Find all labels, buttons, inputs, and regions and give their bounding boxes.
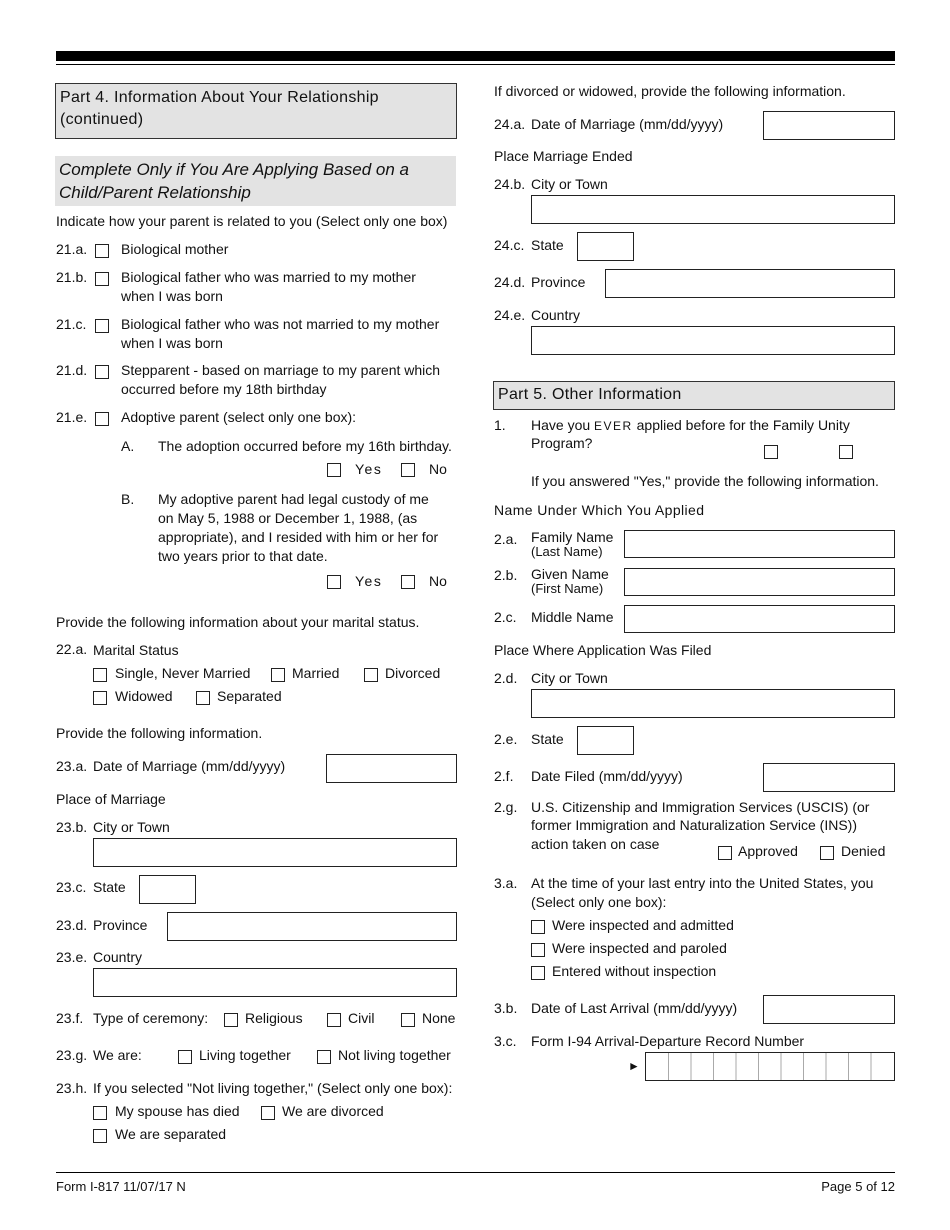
place-filed-heading: Place Where Application Was Filed: [494, 642, 712, 658]
inspected-paroled-label: Were inspected and paroled: [552, 940, 727, 956]
q21b-checkbox[interactable]: [95, 272, 109, 286]
q23g-label: We are:: [93, 1047, 142, 1063]
adopt-b-no-label: No: [429, 573, 447, 589]
q24c-number: 24.c.: [494, 237, 525, 253]
footer-rule: [56, 1172, 895, 1173]
adopt-a-yes-checkbox[interactable]: [327, 463, 341, 477]
adopt-a-text: The adoption occurred before my 16th birthday.: [158, 438, 452, 454]
inspected-paroled-checkbox[interactable]: [531, 943, 545, 957]
q24e-label: Country: [531, 307, 581, 323]
q24b-city-field[interactable]: [531, 195, 895, 224]
adopt-b-line2: on May 5, 1988 or December 1, 1988, (as: [158, 510, 418, 526]
q1-followup: If you answered "Yes," provide the following information.: [531, 473, 879, 489]
we-divorced-label: We are divorced: [282, 1103, 384, 1119]
q2g-line1: U.S. Citizenship and Immigration Services (USCIS) (or: [531, 799, 870, 815]
q22a-label: Marital Status: [93, 642, 179, 658]
q23c-label: State: [93, 879, 126, 895]
part4-continued: (continued): [60, 111, 144, 128]
adopt-a-no-checkbox[interactable]: [401, 463, 415, 477]
ceremony-none-label: None: [422, 1010, 456, 1026]
q2f-number: 2.f.: [494, 768, 514, 784]
ceremony-religious-label: Religious: [245, 1010, 303, 1026]
q3a-number: 3.a.: [494, 875, 518, 891]
q23a-label: Date of Marriage (mm/dd/yyyy): [93, 758, 286, 774]
q23f-label: Type of ceremony:: [93, 1010, 209, 1026]
i94-arrow-icon: ►: [628, 1059, 640, 1073]
q24e-country-field[interactable]: [531, 326, 895, 355]
q24c-label: State: [531, 237, 564, 253]
q24d-number: 24.d.: [494, 274, 526, 290]
adopt-b-line3: appropriate), and I resided with him or her for: [158, 529, 439, 545]
q24d-province-field[interactable]: [605, 269, 895, 298]
q1-number: 1.: [494, 417, 506, 433]
q2e-label: State: [531, 731, 564, 747]
q22a-number: 22.a.: [56, 641, 88, 657]
q23h-number: 23.h.: [56, 1080, 88, 1096]
part5-title: Part 5. Other Information: [498, 386, 682, 403]
adopt-b-line4: two years prior to that date.: [158, 548, 328, 564]
adopt-a-no-label: No: [429, 461, 447, 477]
marital-single-label: Single, Never Married: [115, 665, 251, 681]
q21d-label-line2: occurred before my 18th birthday: [121, 381, 327, 397]
q24d-label: Province: [531, 274, 586, 290]
q2b-label-line2: (First Name): [531, 581, 604, 596]
marital-separated-label: Separated: [217, 688, 282, 704]
q24b-number: 24.b.: [494, 176, 526, 192]
q23d-province-field[interactable]: [167, 912, 457, 941]
q2a-label-line2: (Last Name): [531, 544, 603, 559]
subheader-line1: Complete Only if You Are Applying Based on a: [59, 160, 409, 179]
q21b-label-line1: Biological father who was married to my mother: [121, 269, 416, 285]
footer-page-number: Page 5 of 12: [821, 1179, 895, 1194]
child-parent-subheader: [55, 156, 456, 206]
q21c-number: 21.c.: [56, 316, 87, 332]
q24a-label: Date of Marriage (mm/dd/yyyy): [531, 116, 724, 132]
q24a-number: 24.a.: [494, 116, 526, 132]
q3a-line2: (Select only one box):: [531, 894, 667, 910]
q21c-label-line2: when I was born: [121, 335, 223, 351]
q2e-number: 2.e.: [494, 731, 518, 747]
q3b-number: 3.b.: [494, 1000, 518, 1016]
q2b-label-line1: Given Name: [531, 566, 609, 582]
q3c-label: Form I-94 Arrival-Departure Record Number: [531, 1033, 805, 1049]
inspected-admitted-checkbox[interactable]: [531, 920, 545, 934]
i94-digit-dividers: [646, 1053, 894, 1080]
spouse-died-checkbox[interactable]: [93, 1106, 107, 1120]
q1-ever: EVER: [594, 419, 633, 433]
q21a-number: 21.a.: [56, 241, 88, 257]
q23b-label: City or Town: [93, 819, 170, 835]
footer-form-id: Form I-817 11/07/17 N: [56, 1179, 186, 1194]
not-living-together-checkbox[interactable]: [317, 1050, 331, 1064]
q2a-number: 2.a.: [494, 531, 518, 547]
q1-line1: [531, 416, 850, 435]
q2g-approved-checkbox[interactable]: [718, 846, 732, 860]
q21d-checkbox[interactable]: [95, 365, 109, 379]
adopt-b-letter: B.: [121, 491, 135, 507]
q3b-label: Date of Last Arrival (mm/dd/yyyy): [531, 1000, 738, 1016]
not-living-together-label: Not living together: [338, 1047, 451, 1063]
q21c-label-line1: Biological father who was not married to my mother: [121, 316, 440, 332]
subheader-line2: Child/Parent Relationship: [59, 183, 251, 202]
provide-info-text: Provide the following information.: [56, 725, 263, 741]
indicate-text: Indicate how your parent is related to you (Select only one box): [56, 213, 448, 229]
q21e-number: 21.e.: [56, 409, 88, 425]
q24b-label: City or Town: [531, 176, 608, 192]
q2c-middle-name-field[interactable]: [624, 605, 895, 633]
q2g-number: 2.g.: [494, 799, 518, 815]
ceremony-civil-label: Civil: [348, 1010, 375, 1026]
marital-divorced-checkbox[interactable]: [364, 668, 378, 682]
q3a-line1: At the time of your last entry into the United States, you: [531, 875, 874, 891]
q23d-number: 23.d.: [56, 917, 88, 933]
q2g-approved-label: Approved: [738, 843, 798, 859]
i94-record-number-field[interactable]: [645, 1052, 895, 1081]
q2b-number: 2.b.: [494, 567, 518, 583]
spouse-died-label: My spouse has died: [115, 1103, 240, 1119]
adopt-b-line1: My adoptive parent had legal custody of me: [158, 491, 429, 507]
q3c-number: 3.c.: [494, 1033, 517, 1049]
marital-widowed-checkbox[interactable]: [93, 691, 107, 705]
marital-intro: Provide the following information about your marital status.: [56, 614, 420, 630]
q2g-denied-label: Denied: [841, 843, 886, 859]
q1-no-checkbox[interactable]: [839, 445, 853, 459]
ceremony-none-checkbox[interactable]: [401, 1013, 415, 1027]
marital-married-label: Married: [292, 665, 340, 681]
q24e-number: 24.e.: [494, 307, 526, 323]
q23e-country-field[interactable]: [93, 968, 457, 997]
q23f-number: 23.f.: [56, 1010, 84, 1026]
q2d-label: City or Town: [531, 670, 608, 686]
inspected-admitted-label: Were inspected and admitted: [552, 917, 734, 933]
name-under-heading: Name Under Which You Applied: [494, 502, 705, 518]
we-separated-label: We are separated: [115, 1126, 227, 1142]
adopt-b-yes-checkbox[interactable]: [327, 575, 341, 589]
place-marriage-ended: Place Marriage Ended: [494, 148, 633, 164]
without-inspection-checkbox[interactable]: [531, 966, 545, 980]
q1-yes-checkbox[interactable]: [764, 445, 778, 459]
q2c-number: 2.c.: [494, 609, 517, 625]
part4-header: [55, 83, 457, 139]
q21c-checkbox[interactable]: [95, 319, 109, 333]
q2g-line2: former Immigration and Naturalization Service (INS)): [531, 817, 857, 833]
q21e-label: Adoptive parent (select only one box):: [121, 409, 357, 425]
q2g-denied-checkbox[interactable]: [820, 846, 834, 860]
living-together-label: Living together: [199, 1047, 291, 1063]
ceremony-civil-checkbox[interactable]: [327, 1013, 341, 1027]
q24a-date-field[interactable]: [763, 111, 895, 140]
q2d-city-field[interactable]: [531, 689, 895, 718]
q23b-city-field[interactable]: [93, 838, 457, 867]
q2c-label: Middle Name: [531, 609, 614, 625]
q21b-number: 21.b.: [56, 269, 88, 285]
q23d-label: Province: [93, 917, 148, 933]
q2a-label-line1: Family Name: [531, 529, 614, 545]
q3b-last-arrival-field[interactable]: [763, 995, 895, 1024]
we-separated-checkbox[interactable]: [93, 1129, 107, 1143]
we-divorced-checkbox[interactable]: [261, 1106, 275, 1120]
adopt-b-no-checkbox[interactable]: [401, 575, 415, 589]
q21d-number: 21.d.: [56, 362, 88, 378]
q1-line1-start: Have you: [531, 417, 591, 433]
q24c-state-field[interactable]: [577, 232, 634, 261]
q2g-line3: action taken on case: [531, 836, 660, 852]
q21b-label-line2: when I was born: [121, 288, 223, 304]
q1-line2: Program?: [531, 435, 593, 451]
part4-title: Part 4. Information About Your Relationship: [60, 89, 379, 106]
q23a-number: 23.a.: [56, 758, 88, 774]
divorced-intro: If divorced or widowed, provide the following information.: [494, 83, 846, 99]
part5-header: [493, 381, 895, 410]
q1-line1-end: applied before for the Family Unity: [636, 417, 850, 433]
marital-separated-checkbox[interactable]: [196, 691, 210, 705]
marital-widowed-label: Widowed: [115, 688, 173, 704]
q2e-state-field[interactable]: [577, 726, 634, 755]
ceremony-religious-checkbox[interactable]: [224, 1013, 238, 1027]
place-of-marriage: Place of Marriage: [56, 791, 166, 807]
living-together-checkbox[interactable]: [178, 1050, 192, 1064]
q2d-number: 2.d.: [494, 670, 518, 686]
marital-single-checkbox[interactable]: [93, 668, 107, 682]
q23a-date-field[interactable]: [326, 754, 457, 783]
adopt-a-yes-label: Yes: [355, 461, 383, 477]
q21e-checkbox[interactable]: [95, 412, 109, 426]
adopt-b-yes-label: Yes: [355, 573, 383, 589]
without-inspection-label: Entered without inspection: [552, 963, 717, 979]
adopt-a-letter: A.: [121, 438, 135, 454]
q2f-date-filed-field[interactable]: [763, 763, 895, 792]
q23g-number: 23.g.: [56, 1047, 88, 1063]
q23c-number: 23.c.: [56, 879, 87, 895]
q23e-label: Country: [93, 949, 143, 965]
q23b-number: 23.b.: [56, 819, 88, 835]
q23e-number: 23.e.: [56, 949, 88, 965]
marital-divorced-label: Divorced: [385, 665, 441, 681]
q21a-checkbox[interactable]: [95, 244, 109, 258]
q21d-label-line1: Stepparent - based on marriage to my parent which: [121, 362, 441, 378]
q21a-label: Biological mother: [121, 241, 229, 257]
q2b-given-name-field[interactable]: [624, 568, 895, 596]
q23c-state-field[interactable]: [139, 875, 196, 904]
q23h-label: If you selected "Not living together," (Select only one box):: [93, 1080, 453, 1096]
q2a-family-name-field[interactable]: [624, 530, 895, 558]
q2f-label: Date Filed (mm/dd/yyyy): [531, 768, 683, 784]
marital-married-checkbox[interactable]: [271, 668, 285, 682]
top-thick-rule: [56, 51, 895, 61]
top-thin-rule: [56, 64, 895, 65]
